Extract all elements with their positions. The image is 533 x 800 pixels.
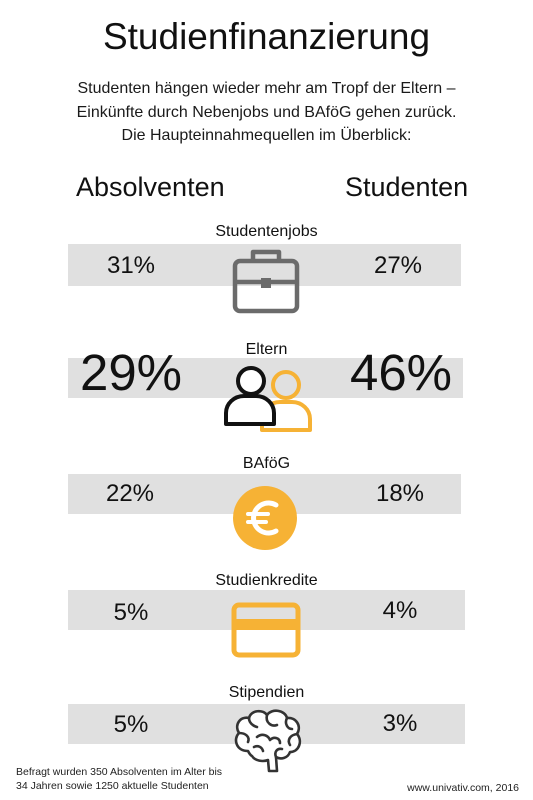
category-label: Stipendien — [228, 684, 305, 701]
credit-card-icon — [231, 602, 301, 658]
footnote-line: Befragt wurden 350 Absolventen im Alter bis — [16, 766, 223, 778]
value-absolventen: 22% — [105, 480, 155, 507]
category-label: Studentenjobs — [215, 223, 318, 240]
category-label: Eltern — [245, 341, 288, 358]
category-label: Studienkredite — [215, 572, 318, 589]
subtitle-line: Studenten hängen wieder mehr am Tropf der Eltern – — [77, 80, 456, 97]
value-absolventen: 29% — [79, 344, 183, 401]
value-studenten: 27% — [373, 252, 423, 279]
source-credit: www.univativ.com, 2016 — [407, 782, 519, 794]
briefcase-icon — [231, 245, 301, 315]
page-title: Studienfinanzierung — [102, 16, 431, 57]
value-absolventen: 5% — [113, 599, 149, 626]
people-icon — [218, 362, 318, 434]
category-label: BAföG — [242, 455, 291, 472]
value-studenten: 46% — [349, 344, 453, 401]
value-studenten: 4% — [382, 597, 418, 624]
subtitle-line: Einkünfte durch Nebenjobs und BAföG gehen zurück. — [76, 104, 457, 121]
value-studenten: 18% — [375, 480, 425, 507]
column-header-studenten: Studenten — [345, 172, 469, 202]
value-studenten: 3% — [382, 710, 418, 737]
value-absolventen: 5% — [113, 711, 149, 738]
footnote-line: 34 Jahren sowie 1250 aktuelle Studenten — [16, 780, 209, 792]
euro-icon — [232, 485, 298, 551]
brain-icon — [230, 705, 306, 777]
value-absolventen: 31% — [106, 252, 156, 279]
column-header-absolventen: Absolventen — [76, 172, 225, 202]
subtitle-line: Die Haupteinnahmequellen im Überblick: — [121, 127, 412, 144]
